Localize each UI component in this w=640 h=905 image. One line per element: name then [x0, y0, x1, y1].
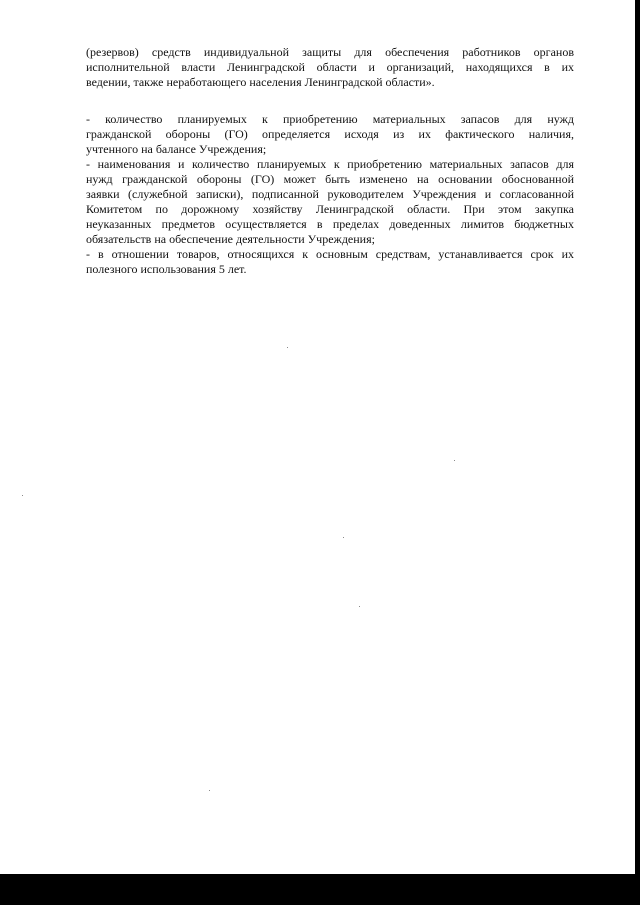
text-line: учтенного на балансе Учреждения; [86, 142, 267, 156]
scan-speck [454, 460, 455, 461]
text-line: неуказанных предметов осуществляется в пределах доведенных лимитов бюджетных [86, 217, 574, 231]
scan-speck [209, 790, 210, 791]
text-line: ведении, также неработающего населения Ленинградской области». [86, 75, 435, 89]
text-line: (резервов) средств индивидуальной защиты для обеспечения работников органов [86, 45, 574, 59]
paragraph-resources [86, 45, 574, 90]
text-line: полезного использования 5 лет. [86, 262, 247, 276]
scan-speck [287, 347, 288, 348]
scan-speck [343, 537, 344, 538]
text-line: - наименования и количество планируемых к приобретению материальных запасов для [86, 157, 574, 171]
text-line: Комитетом по дорожному хозяйству Ленинградской области. При этом закупка [86, 202, 574, 216]
text-line: - количество планируемых к приобретению материальных запасов для нужд [86, 112, 574, 126]
scan-border [635, 0, 640, 905]
text-line: обязательств на обеспечение деятельности Учреждения; [86, 232, 375, 246]
scan-speck [22, 495, 23, 496]
text-line: исполнительной власти Ленинградской области и организаций, находящихся в их [86, 60, 574, 74]
paragraph-rules-list [86, 112, 574, 277]
text-line: гражданской обороны (ГО) определяется исходя из их фактического наличия, [86, 127, 574, 141]
scan-speck [359, 606, 360, 607]
text-line: - в отношении товаров, относящихся к основным средствам, устанавливается срок их [86, 247, 574, 261]
text-line: нужд гражданской обороны (ГО) может быть изменено на основании обоснованной [86, 172, 574, 186]
text-line: заявки (служебной записки), подписанной руководителем Учреждения и согласованной [86, 187, 574, 201]
